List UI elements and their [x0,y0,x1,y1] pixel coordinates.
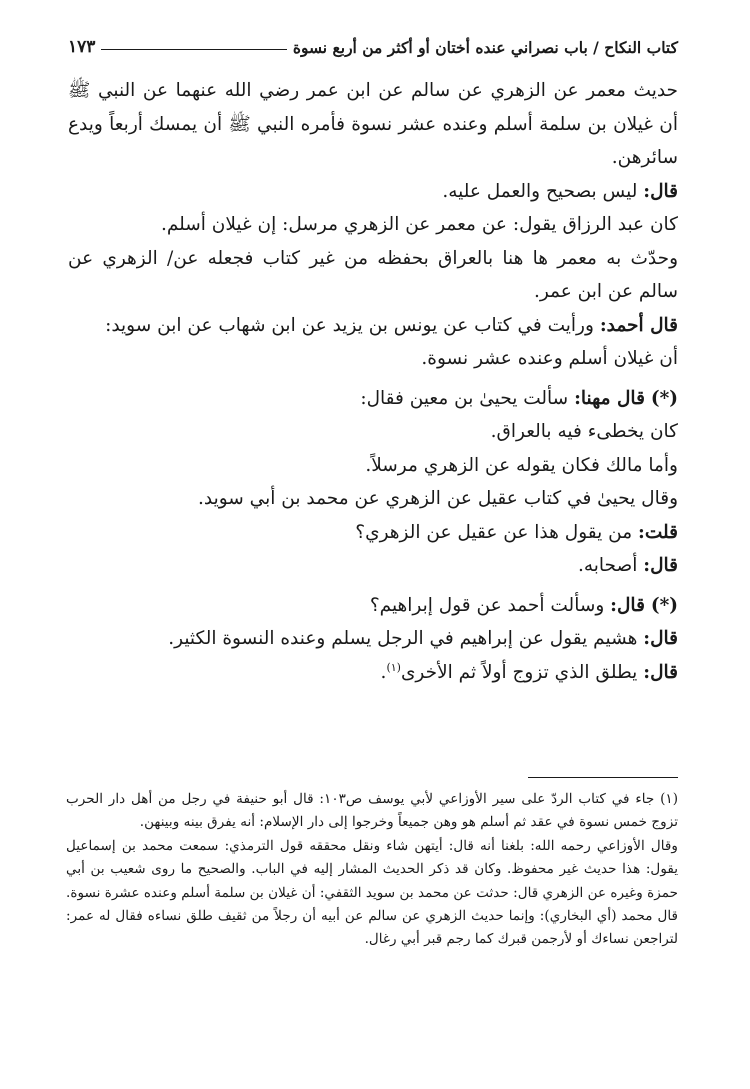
running-header [68,34,678,60]
paragraph-text: يطلق الذي تزوج أولاً ثم الأخرى [400,661,638,683]
paragraph-qala-1 [68,175,678,209]
paragraph-yutalliq [68,656,678,690]
paragraph-iraq: كان يخطىء فيه بالعراق. [490,421,678,442]
paragraph-text: وسألت أحمد عن قول إبراهيم؟ [369,594,605,616]
footnote-1-continuation: وقال الأوزاعي رحمه الله: بلغنا أنه قال: أيتهن شاء ونقل محققه قول الترمذي: سمعت محمد بن إسماعيل يقول: هذا حديث غير محفوظ. وكان قد ذكر الحديث المشار إليه في الباب. والصحيح ما روى شعيب بن أبي حمزة وغيره عن الزهري قال: حدثت عن محمد بن سويد الثقفي: أن غيلان بن سلمة أسلم وعنده عشرة نسوة. قال محمد (أي البخاري): وإنما حديث الزهري عن سالم عن أبيه أن رجلاً من ثقيف طلق نساءه فقال له عمر: لتراجعن نساءك أو لأرجمن قبرك كما رجم قبر أبي رغال. [66,837,678,948]
header-rule [101,49,286,50]
paragraph-ashabuhu [68,549,678,583]
paragraph-text: هشيم يقول عن إبراهيم في الرجل يسلم وعنده النسوة الكثير. [168,628,638,649]
paragraph-malik: وأما مالك فكان يقوله عن الزهري مرسلاً. [365,454,678,476]
paragraph-text: سألت يحيىٰ بن معين فقال: [360,387,569,409]
speaker-label: قال: [610,594,645,616]
paragraph-hushaym [68,622,678,656]
speaker-label: قال: [643,180,678,202]
paragraph-ghaylan: أن غيلان أسلم وعنده عشر نسوة. [421,348,678,369]
speaker-label: قال: [643,628,678,649]
speaker-label: قلت: [638,521,678,543]
paragraph-text: ليس بصحيح والعمل عليه. [442,180,638,202]
speaker-label: قال مهنا: [574,387,645,409]
paragraph-text: أصحابه. [577,555,638,576]
page-number: ١٧٣ [68,37,96,57]
paragraph-mamar: وحدّث به معمر ها هنا بالعراق بحفظه من غير كتاب فجعله عن/ الزهري عن سالم عن ابن عمر. [68,247,678,302]
paragraph-text: من يقول هذا عن عقيل عن الزهري؟ [355,521,633,543]
footnote-separator [528,777,678,778]
speaker-label: قال أحمد: [599,314,678,336]
footnotes [66,788,678,952]
main-text [68,74,678,689]
chapter-title: كتاب النكاح / باب نصراني عنده أختان أو أكثر من أربع نسوة [292,37,678,57]
asterisk-marker: (*) [650,387,678,409]
asterisk-marker: (*) [650,594,678,616]
paragraph-muhanna [68,382,678,416]
paragraph-ibrahim-question [68,589,678,623]
speaker-label: قال: [643,661,678,683]
footnote-reference[interactable]: (١) [386,660,401,674]
paragraph-abdulrazzaq: كان عبد الرزاق يقول: عن معمر عن الزهري مرسل: إن غيلان أسلم. [160,214,678,235]
paragraph-qultu [68,516,678,550]
paragraph-text: ورأيت في كتاب عن يونس بن يزيد عن ابن شهاب عن ابن سويد: [105,314,594,336]
footnote-1: (١) جاء في كتاب الردّ على سير الأوزاعي لأبي يوسف ص١٠٣: قال أبو حنيفة في رجل من أهل دار الحرب تزوج خمس نسوة في عقد ثم أسلم هو وهن جميعاً وخرجوا إلى دار الإسلام: أنه يفرق بينه وبينهن. [66,791,678,831]
paragraph-hadith: حديث معمر عن الزهري عن سالم عن ابن عمر رضي الله عنهما عن النبي ﷺ أن غيلان بن سلمة أسلم وعنده عشر نسوة فأمره النبي ﷺ أن يمسك أربعاً ويدع سائرهن. [68,80,678,168]
paragraph-ahmad [68,309,678,343]
speaker-label: قال: [643,555,678,576]
paragraph-yahya: وقال يحيىٰ في كتاب عقيل عن الزهري عن محمد بن أبي سويد. [198,488,678,509]
sentence-end: . [380,661,387,683]
